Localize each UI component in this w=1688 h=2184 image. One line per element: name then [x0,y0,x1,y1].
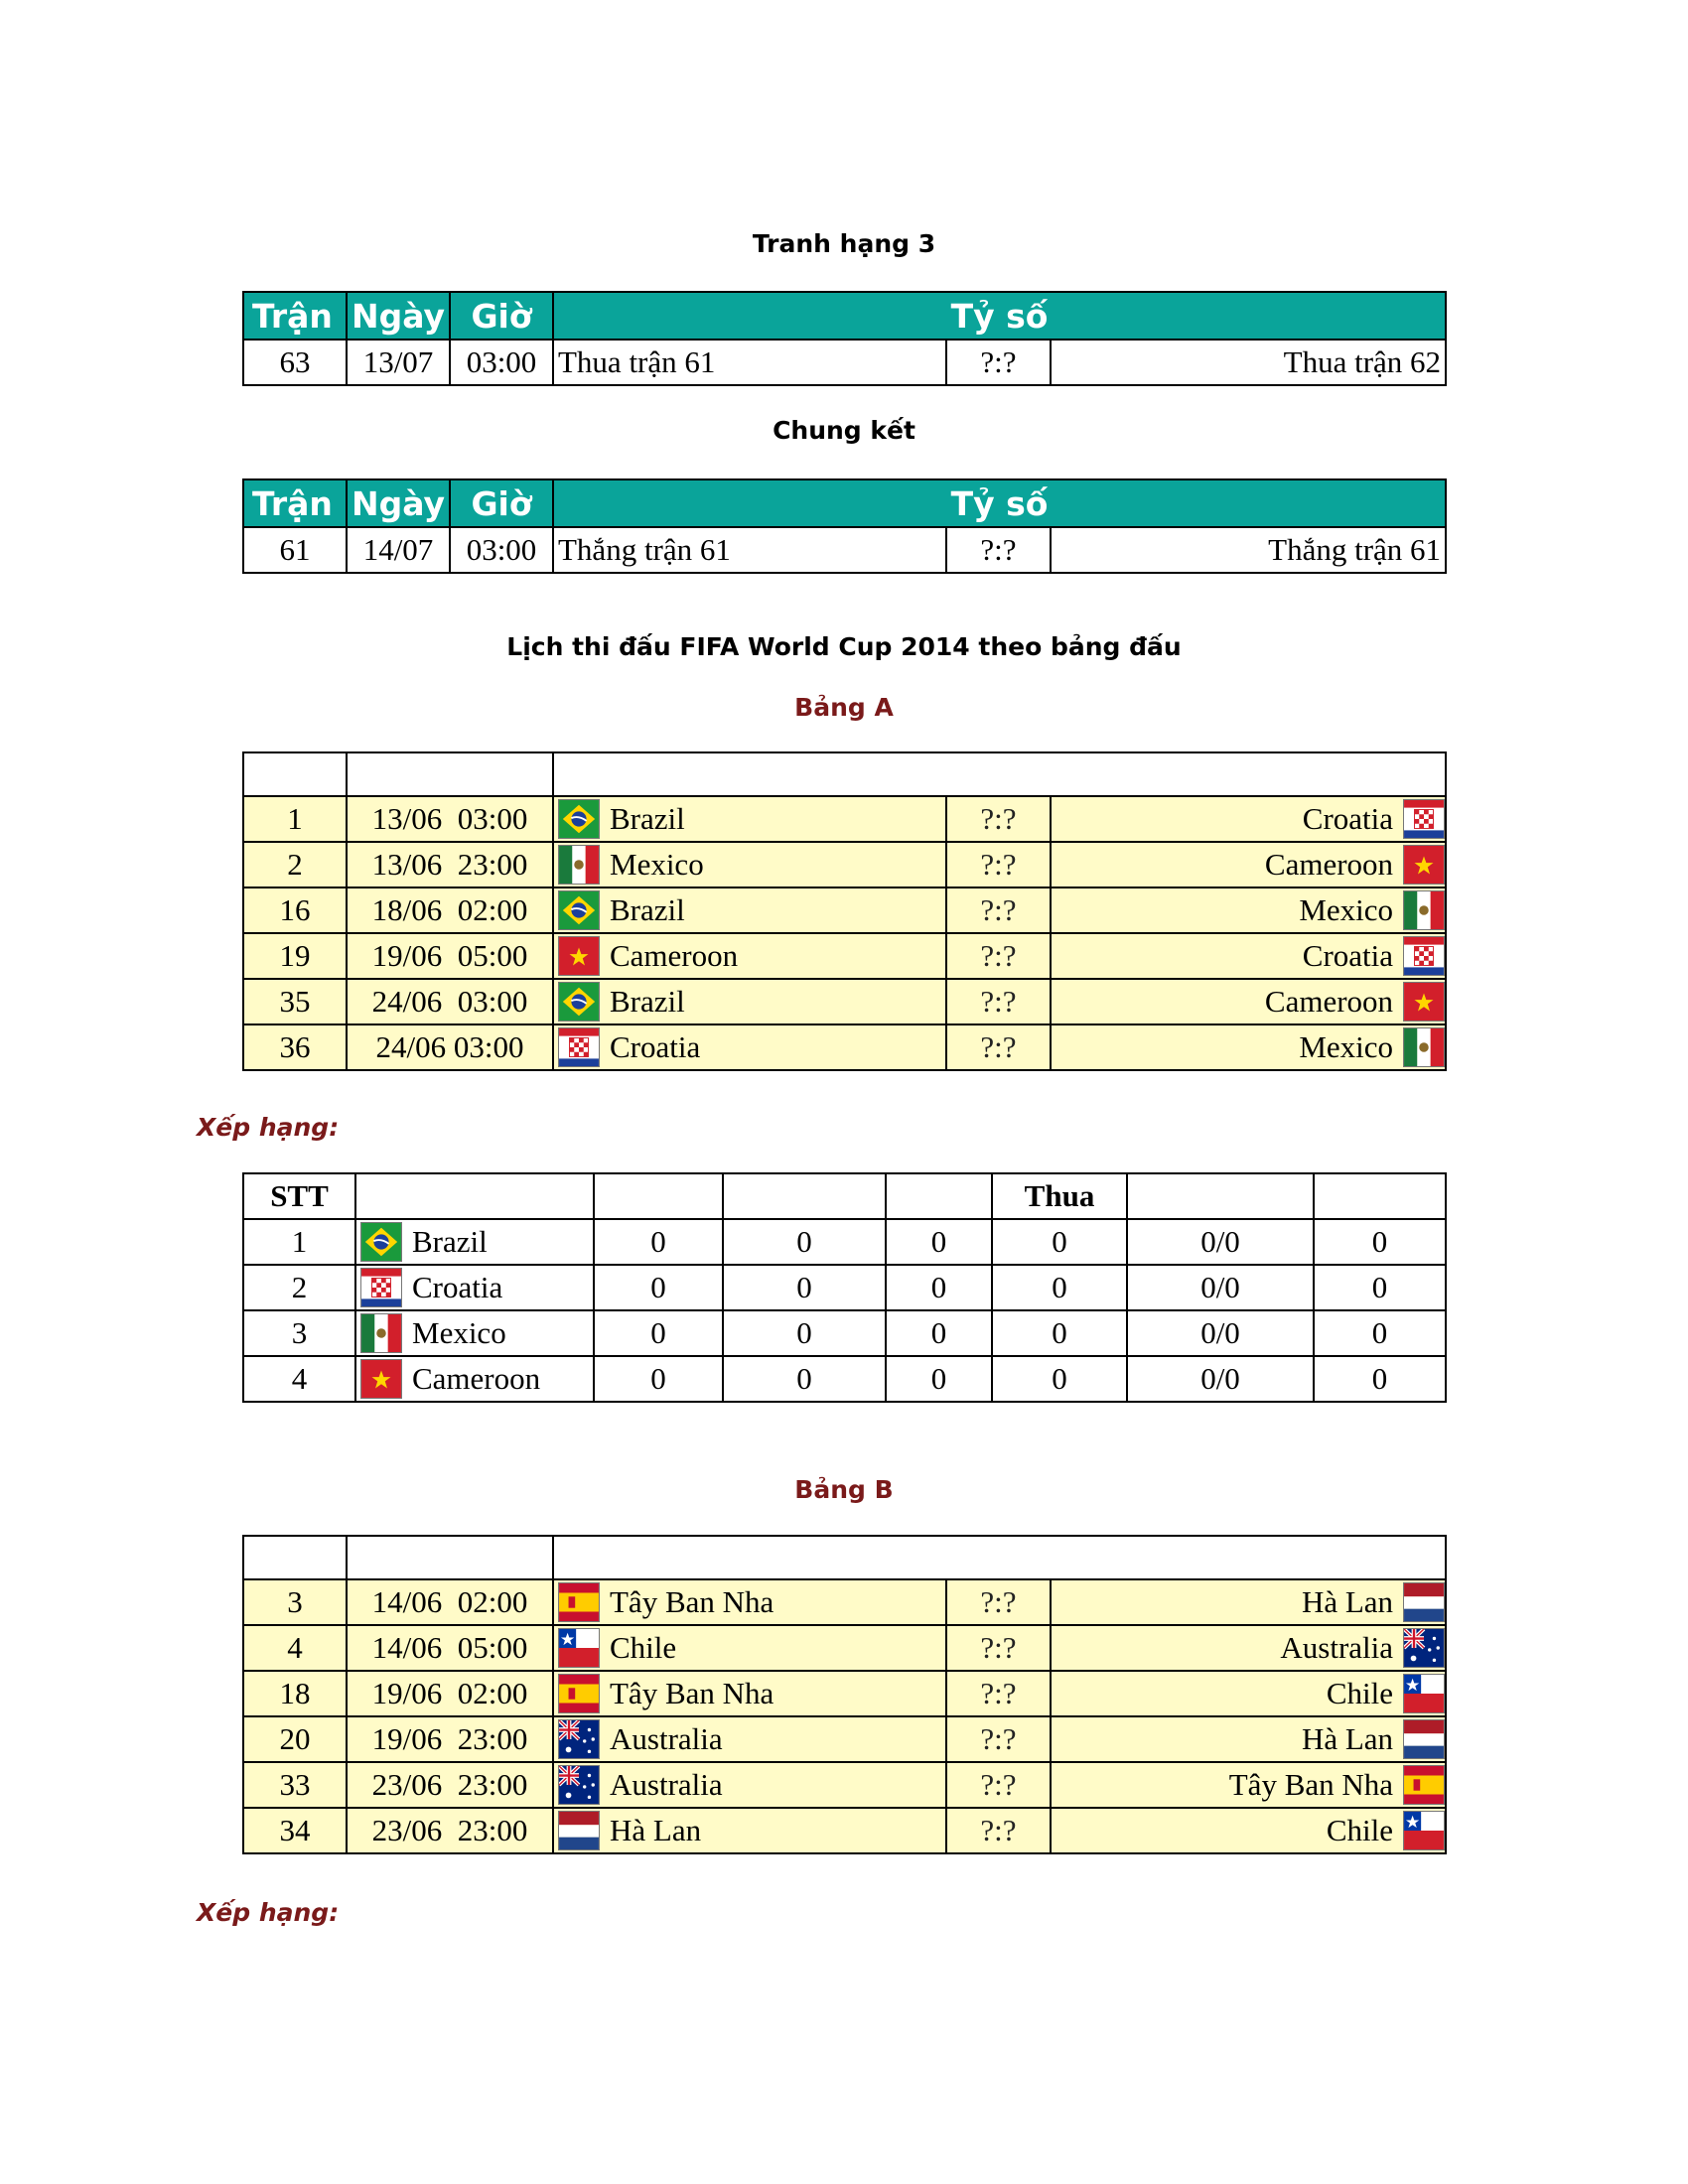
home-team-cell [553,796,946,842]
table-header-row [243,479,1446,527]
match-date: 14/07 [347,527,450,573]
home-team-cell [553,933,946,979]
match-score: ?:? [946,1671,1051,1716]
match-score: ?:? [946,1808,1051,1853]
standing-team-cell [355,1265,594,1310]
match-score: ?:? [946,527,1051,573]
away-team-cell [1051,1625,1446,1671]
away-team-cell [1051,1808,1446,1853]
standing-team: Cameroon [412,1361,541,1396]
home-team: Hà Lan [610,1813,702,1847]
match-number: 34 [243,1808,347,1853]
home-team: Tây Ban Nha [610,1584,774,1619]
header-date: Ngày [347,479,450,527]
match-datetime: 24/06 03:00 [347,979,553,1024]
home-team-cell [553,1625,946,1671]
match-datetime: 14/06 05:00 [347,1625,553,1671]
group-b-matches-table [242,1535,1447,1854]
match-score: ?:? [946,1625,1051,1671]
match-score: ?:? [946,796,1051,842]
standing-value: 0 [723,1310,886,1356]
table-row [243,527,1446,573]
standing-value: 0 [594,1356,723,1402]
standing-value: 0 [594,1219,723,1265]
header-stt: STT [243,1173,355,1219]
standing-value: 0/0 [1127,1356,1314,1402]
match-number: 2 [243,842,347,887]
spain-flag-icon [558,1674,600,1713]
home-team-cell [553,842,946,887]
standing-value: 0/0 [1127,1219,1314,1265]
home-team: Cameroon [610,938,739,973]
away-team-cell [1051,1579,1446,1625]
table-row [243,1716,1446,1762]
croatia-flag-icon [1403,799,1445,839]
match-number: 36 [243,1024,347,1070]
match-score: ?:? [946,887,1051,933]
standing-value: 0/0 [1127,1310,1314,1356]
away-team: Croatia [1302,801,1394,836]
standing-rank: 1 [243,1219,355,1265]
match-datetime: 23/06 23:00 [347,1808,553,1853]
mexico-flag-icon [1403,890,1445,930]
match-datetime: 19/06 05:00 [347,933,553,979]
header-date: Ngày [347,292,450,340]
match-score: ?:? [946,1579,1051,1625]
netherlands-flag-icon [558,1811,600,1850]
cameroon-flag-icon [558,936,600,976]
standing-value: 0 [886,1219,992,1265]
australia-flag-icon [1403,1628,1445,1668]
croatia-flag-icon [1403,936,1445,976]
third-place-table [242,291,1447,386]
match-score: ?:? [946,842,1051,887]
away-team-cell [1051,979,1446,1024]
standing-team: Brazil [412,1224,488,1259]
standing-value: 0 [886,1310,992,1356]
table-row [243,979,1446,1024]
match-score: ?:? [946,1762,1051,1808]
home-team-cell [553,1671,946,1716]
match-score: ?:? [946,1024,1051,1070]
match-datetime: 24/06 03:00 [347,1024,553,1070]
final-table [242,478,1447,574]
match-datetime: 19/06 23:00 [347,1716,553,1762]
table-row [243,1762,1446,1808]
match-number: 4 [243,1625,347,1671]
table-row [243,1625,1446,1671]
away-team-cell [1051,1716,1446,1762]
header-time: Giờ [450,292,553,340]
chile-flag-icon [1403,1674,1445,1713]
table-header-row [243,292,1446,340]
home-team: Thắng trận 61 [553,527,946,573]
home-team: Thua trận 61 [553,340,946,385]
table-row [243,1671,1446,1716]
schedule-title: Lịch thi đấu FIFA World Cup 2014 theo bảng đấu [506,632,1182,661]
away-team-cell [1051,887,1446,933]
away-team: Croatia [1302,938,1394,973]
australia-flag-icon [558,1719,600,1759]
australia-flag-icon [558,1765,600,1805]
match-time: 03:00 [450,340,553,385]
home-team: Australia [610,1721,723,1756]
mexico-flag-icon [558,845,600,885]
group-a-ranking-label: Xếp hạng: [197,1113,340,1142]
standing-value: 0/0 [1127,1265,1314,1310]
croatia-flag-icon [360,1268,402,1307]
table-row [243,340,1446,385]
home-team-cell [553,1716,946,1762]
standing-value: 0 [594,1265,723,1310]
away-team: Thua trận 62 [1051,340,1446,385]
standing-value: 0 [1314,1310,1446,1356]
standing-value: 0 [992,1219,1127,1265]
header-time: Giờ [450,479,553,527]
match-number: 3 [243,1579,347,1625]
away-team: Australia [1280,1630,1394,1665]
standing-team-cell [355,1310,594,1356]
away-team: Hà Lan [1301,1584,1394,1619]
away-team: Thắng trận 61 [1051,527,1446,573]
cameroon-flag-icon [1403,982,1445,1022]
match-score: ?:? [946,340,1051,385]
home-team-cell [553,1579,946,1625]
header-match: Trận [243,479,347,527]
brazil-flag-icon [558,799,600,839]
netherlands-flag-icon [1403,1582,1445,1622]
table-row [243,933,1446,979]
standing-value: 0 [992,1265,1127,1310]
home-team: Brazil [610,984,685,1019]
away-team-cell [1051,1762,1446,1808]
away-team: Chile [1326,1676,1394,1710]
away-team-cell [1051,1024,1446,1070]
home-team-cell [553,887,946,933]
brazil-flag-icon [558,982,600,1022]
header-score: Tỷ số [553,292,1446,340]
table-row [243,887,1446,933]
match-score: ?:? [946,1716,1051,1762]
match-number: 19 [243,933,347,979]
table-row [243,842,1446,887]
match-time: 03:00 [450,527,553,573]
away-team: Mexico [1299,892,1394,927]
away-team: Mexico [1299,1029,1394,1064]
match-datetime: 13/06 03:00 [347,796,553,842]
away-team-cell [1051,1671,1446,1716]
match-number: 16 [243,887,347,933]
mexico-flag-icon [1403,1027,1445,1067]
standings-header-row [243,1173,1446,1219]
match-score: ?:? [946,933,1051,979]
standing-rank: 2 [243,1265,355,1310]
match-number: 1 [243,796,347,842]
chile-flag-icon [1403,1811,1445,1850]
standing-rank: 4 [243,1356,355,1402]
match-score: ?:? [946,979,1051,1024]
match-date: 13/07 [347,340,450,385]
away-team: Chile [1326,1813,1394,1847]
match-datetime: 14/06 02:00 [347,1579,553,1625]
blank-header-row [243,1536,1446,1579]
match-number: 61 [243,527,347,573]
match-number: 63 [243,340,347,385]
standing-value: 0 [992,1356,1127,1402]
match-number: 20 [243,1716,347,1762]
home-team-cell [553,1808,946,1853]
group-a-matches-table [242,751,1447,1071]
standing-team: Mexico [412,1315,506,1350]
match-datetime: 23/06 23:00 [347,1762,553,1808]
standing-value: 0 [723,1265,886,1310]
home-team: Chile [610,1630,677,1665]
group-b-title: Bảng B [794,1475,894,1504]
blank-header-row [243,752,1446,796]
table-row [243,1310,1446,1356]
group-a-title: Bảng A [794,693,894,722]
home-team: Croatia [610,1029,701,1064]
away-team: Cameroon [1264,984,1394,1019]
standing-team-cell [355,1219,594,1265]
home-team-cell [553,1024,946,1070]
third-place-title: Tranh hạng 3 [752,229,936,258]
standing-value: 0 [886,1356,992,1402]
match-number: 35 [243,979,347,1024]
brazil-flag-icon [360,1222,402,1262]
netherlands-flag-icon [1403,1719,1445,1759]
match-datetime: 13/06 23:00 [347,842,553,887]
cameroon-flag-icon [360,1359,402,1399]
home-team: Brazil [610,801,685,836]
table-row [243,1219,1446,1265]
table-row [243,1265,1446,1310]
spain-flag-icon [558,1582,600,1622]
match-number: 18 [243,1671,347,1716]
away-team: Hà Lan [1301,1721,1394,1756]
standing-team: Croatia [412,1270,503,1304]
home-team: Mexico [610,847,704,882]
standing-rank: 3 [243,1310,355,1356]
standing-value: 0 [1314,1219,1446,1265]
away-team-cell [1051,842,1446,887]
match-number: 33 [243,1762,347,1808]
brazil-flag-icon [558,890,600,930]
home-team: Brazil [610,892,685,927]
standing-value: 0 [992,1310,1127,1356]
standing-value: 0 [594,1310,723,1356]
standing-value: 0 [1314,1356,1446,1402]
match-datetime: 19/06 02:00 [347,1671,553,1716]
away-team: Cameroon [1264,847,1394,882]
standing-value: 0 [1314,1265,1446,1310]
table-row [243,1024,1446,1070]
table-row [243,1356,1446,1402]
standing-value: 0 [886,1265,992,1310]
standing-value: 0 [723,1356,886,1402]
header-match: Trận [243,292,347,340]
croatia-flag-icon [558,1027,600,1067]
header-thua: Thua [992,1173,1127,1219]
home-team-cell [553,1762,946,1808]
group-b-ranking-label: Xếp hạng: [197,1898,340,1927]
standing-value: 0 [723,1219,886,1265]
table-row [243,1579,1446,1625]
spain-flag-icon [1403,1765,1445,1805]
table-row [243,796,1446,842]
header-score: Tỷ số [553,479,1446,527]
table-row [243,1808,1446,1853]
away-team: Tây Ban Nha [1228,1767,1394,1802]
final-title: Chung kết [773,416,915,445]
chile-flag-icon [558,1628,600,1668]
mexico-flag-icon [360,1313,402,1353]
cameroon-flag-icon [1403,845,1445,885]
away-team-cell [1051,796,1446,842]
home-team: Tây Ban Nha [610,1676,774,1710]
away-team-cell [1051,933,1446,979]
home-team-cell [553,979,946,1024]
match-datetime: 18/06 02:00 [347,887,553,933]
standing-team-cell [355,1356,594,1402]
group-a-standings-table [242,1172,1447,1403]
home-team: Australia [610,1767,723,1802]
